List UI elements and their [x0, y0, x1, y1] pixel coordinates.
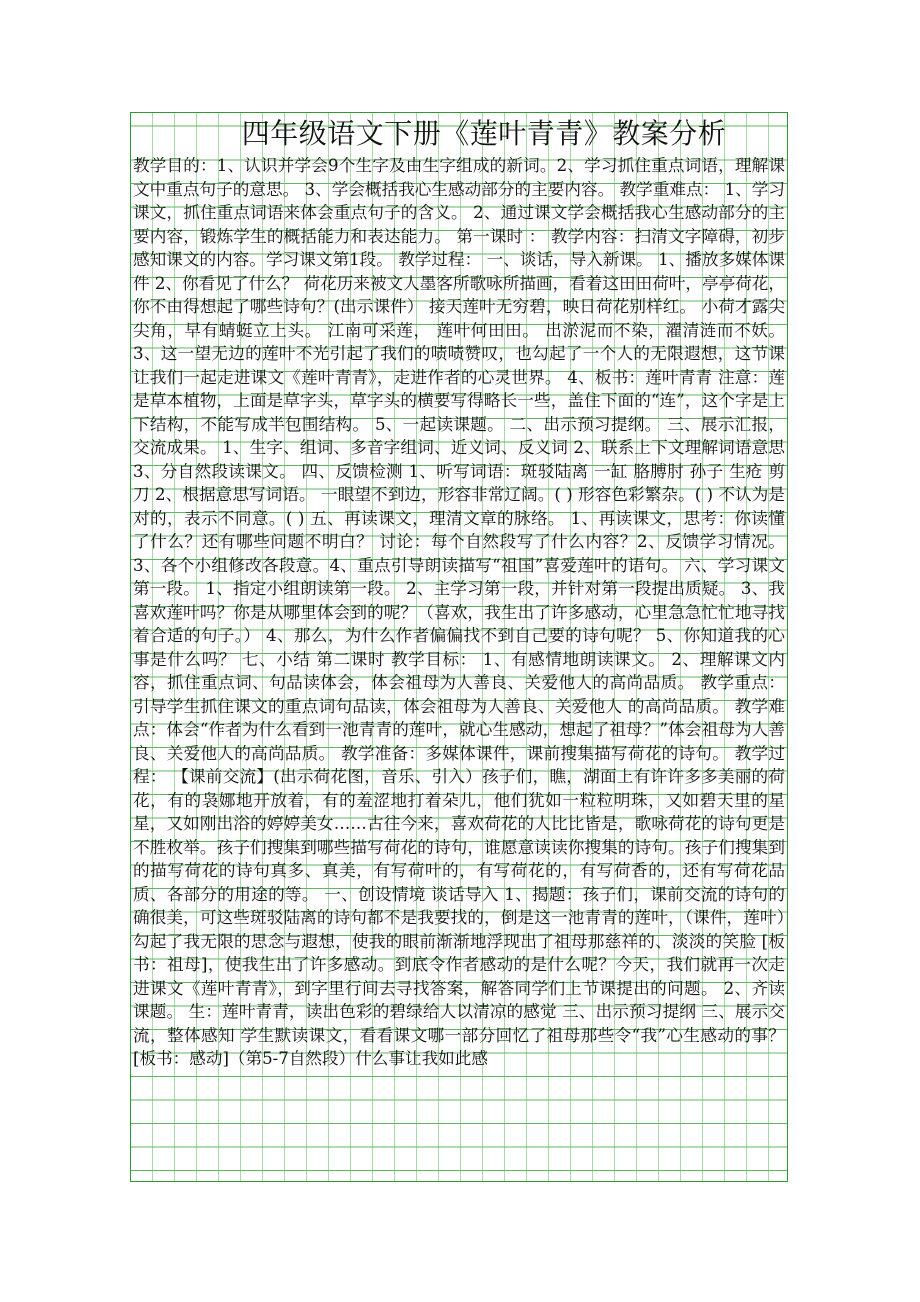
document-page: [130, 112, 788, 1182]
document-title: 四年级语文下册《莲叶青青》教案分析: [241, 117, 727, 150]
title-row: [131, 113, 787, 151]
document-body: 教学目的：1、认识并学会9个生字及由生字组成的新词。2、学习抓住重点词语，理解课文中重点句子的意思。 3、学会概括我心生感动部分的主要内容。 教学重难点： 1、学习课文，抓住重点词语来体会重点句子的含义。 2、通过课文学会概括我心生感动部分的主要内容，锻炼学生的概括能力和表达能力。 第一课时 ： 教学内容：扫清文字障碍，初步感知课文的内容。学习课文第1段。 教学过程： 一、谈话，导入新课。 1、播放多媒体课件 2、你看见了什么？ 荷花历来被文人墨客所歌咏所描画，看着这田田荷叶，亭亭荷花，你不由得想起了哪些诗句？(出示课件） 接天莲叶无穷碧，映日荷花别样红。 小荷才露尖尖角，早有蜻蜓立上头。 江南可采莲， 莲叶何田田。 出淤泥而不染，濯清涟而不妖。 3、这一望无边的莲叶不光引起了我们的啧啧赞叹，也勾起了一个人的无限遐想，这节课让我们一起走进课文《莲叶青青》，走进作者的心灵世界。 4、板书：莲叶青青 注意：莲是草本植物，上面是草字头，草字头的横要写得略长一些，盖住下面的“连”，这个字是上下结构，不能写成半包围结构。 5、一起读课题。 二、出示预习提纲。 三、展示汇报，交流成果。 1、生字、组词、多音字组词、近义词、反义词 2、联系上下文理解词语意思 3、分自然段读课文。 四、反馈检测 1、听写词语：斑驳陆离 一缸 胳膊肘 孙子 生疮 剪刀 2、根据意思写词语。 一眼望不到边，形容非常辽阔。( ) 形容色彩繁杂。( ) 不认为是对的，表示不同意。( ) 五、再读课文，理清文章的脉络。 1、再读课文，思考：你读懂了什么？还有哪些问题不明白？ 讨论：每个自然段写了什么内容？2、反馈学习情况。3、各个小组修改各段意。4、重点引导朗读描写“祖国”喜爱莲叶的语句。 六、学习课文第一段。 1、指定小组朗读第一段。 2、主学习第一段，并针对第一段提出质疑。 3、我喜欢莲叶吗？你是从哪里体会到的呢？（喜欢，我生出了许多感动，心里急急忙忙地寻找着合适的句子。） 4、那么，为什么作者偏偏找不到自己要的诗句呢？ 5、你知道我的心事是什么吗？ 七、小结 第二课时 教学目标： 1、有感情地朗读课文。 2、理解课文内容，抓住重点词、句品读体会，体会祖母为人善良、关爱他人的高尚品质。 教学重点：引导学生抓住课文的重点词句品读，体会祖母为人善良、关爱他人 的高尚品质。 教学难点：体会“作者为什么看到一池青青的莲叶，就心生感动，想起了祖母？”体会祖母为人善良、关爱他人的高尚品质。 教学准备：多媒体课件，课前搜集描写荷花的诗句。 教学过程： 【课前交流】(出示荷花图，音乐、引入）孩子们，瞧，湖面上有许许多多美丽的荷花，有的袅娜地开放着，有的羞涩地打着朵儿，他们犹如一粒粒明珠，又如碧天里的星星，又如刚出浴的婷婷美女……古往今来，喜欢荷花的人比比皆是，歌咏荷花的诗句更是不胜枚举。孩子们搜集到哪些描写荷花的诗句，谁愿意读读你搜集的诗句。孩子们搜集到的描写荷花的诗句真多、真美，有写荷叶的，有写荷花的，有写荷香的，还有写荷花品质、各部分的用途的等。 一、创设情境 谈话导入 1、揭题：孩子们，课前交流的诗句的确很美，可这些斑驳陆离的诗句都不是我要找的，倒是这一池青青的莲叶，（课件，莲叶）勾起了我无限的思念与遐想，使我的眼前渐渐地浮现出了祖母那慈祥的、淡淡的笑脸 [板书：祖母]，使我生出了许多感动。到底令作者感动的是什么呢？今天，我们就再一次走进课文《莲叶青青》，到字里行间去寻找答案，解答同学们上节课提出的问题。 2、齐读课题。 生：莲叶青青，读出色彩的碧绿给人以清凉的感觉 三、出示预习提纲 三、展示交流，整体感知 学生默读课文，看看课文哪一部分回忆了祖母那些令“我”心生感动的事？ [板书：感动]（第5-7自然段）什么事让我如此感: [133, 156, 785, 1068]
